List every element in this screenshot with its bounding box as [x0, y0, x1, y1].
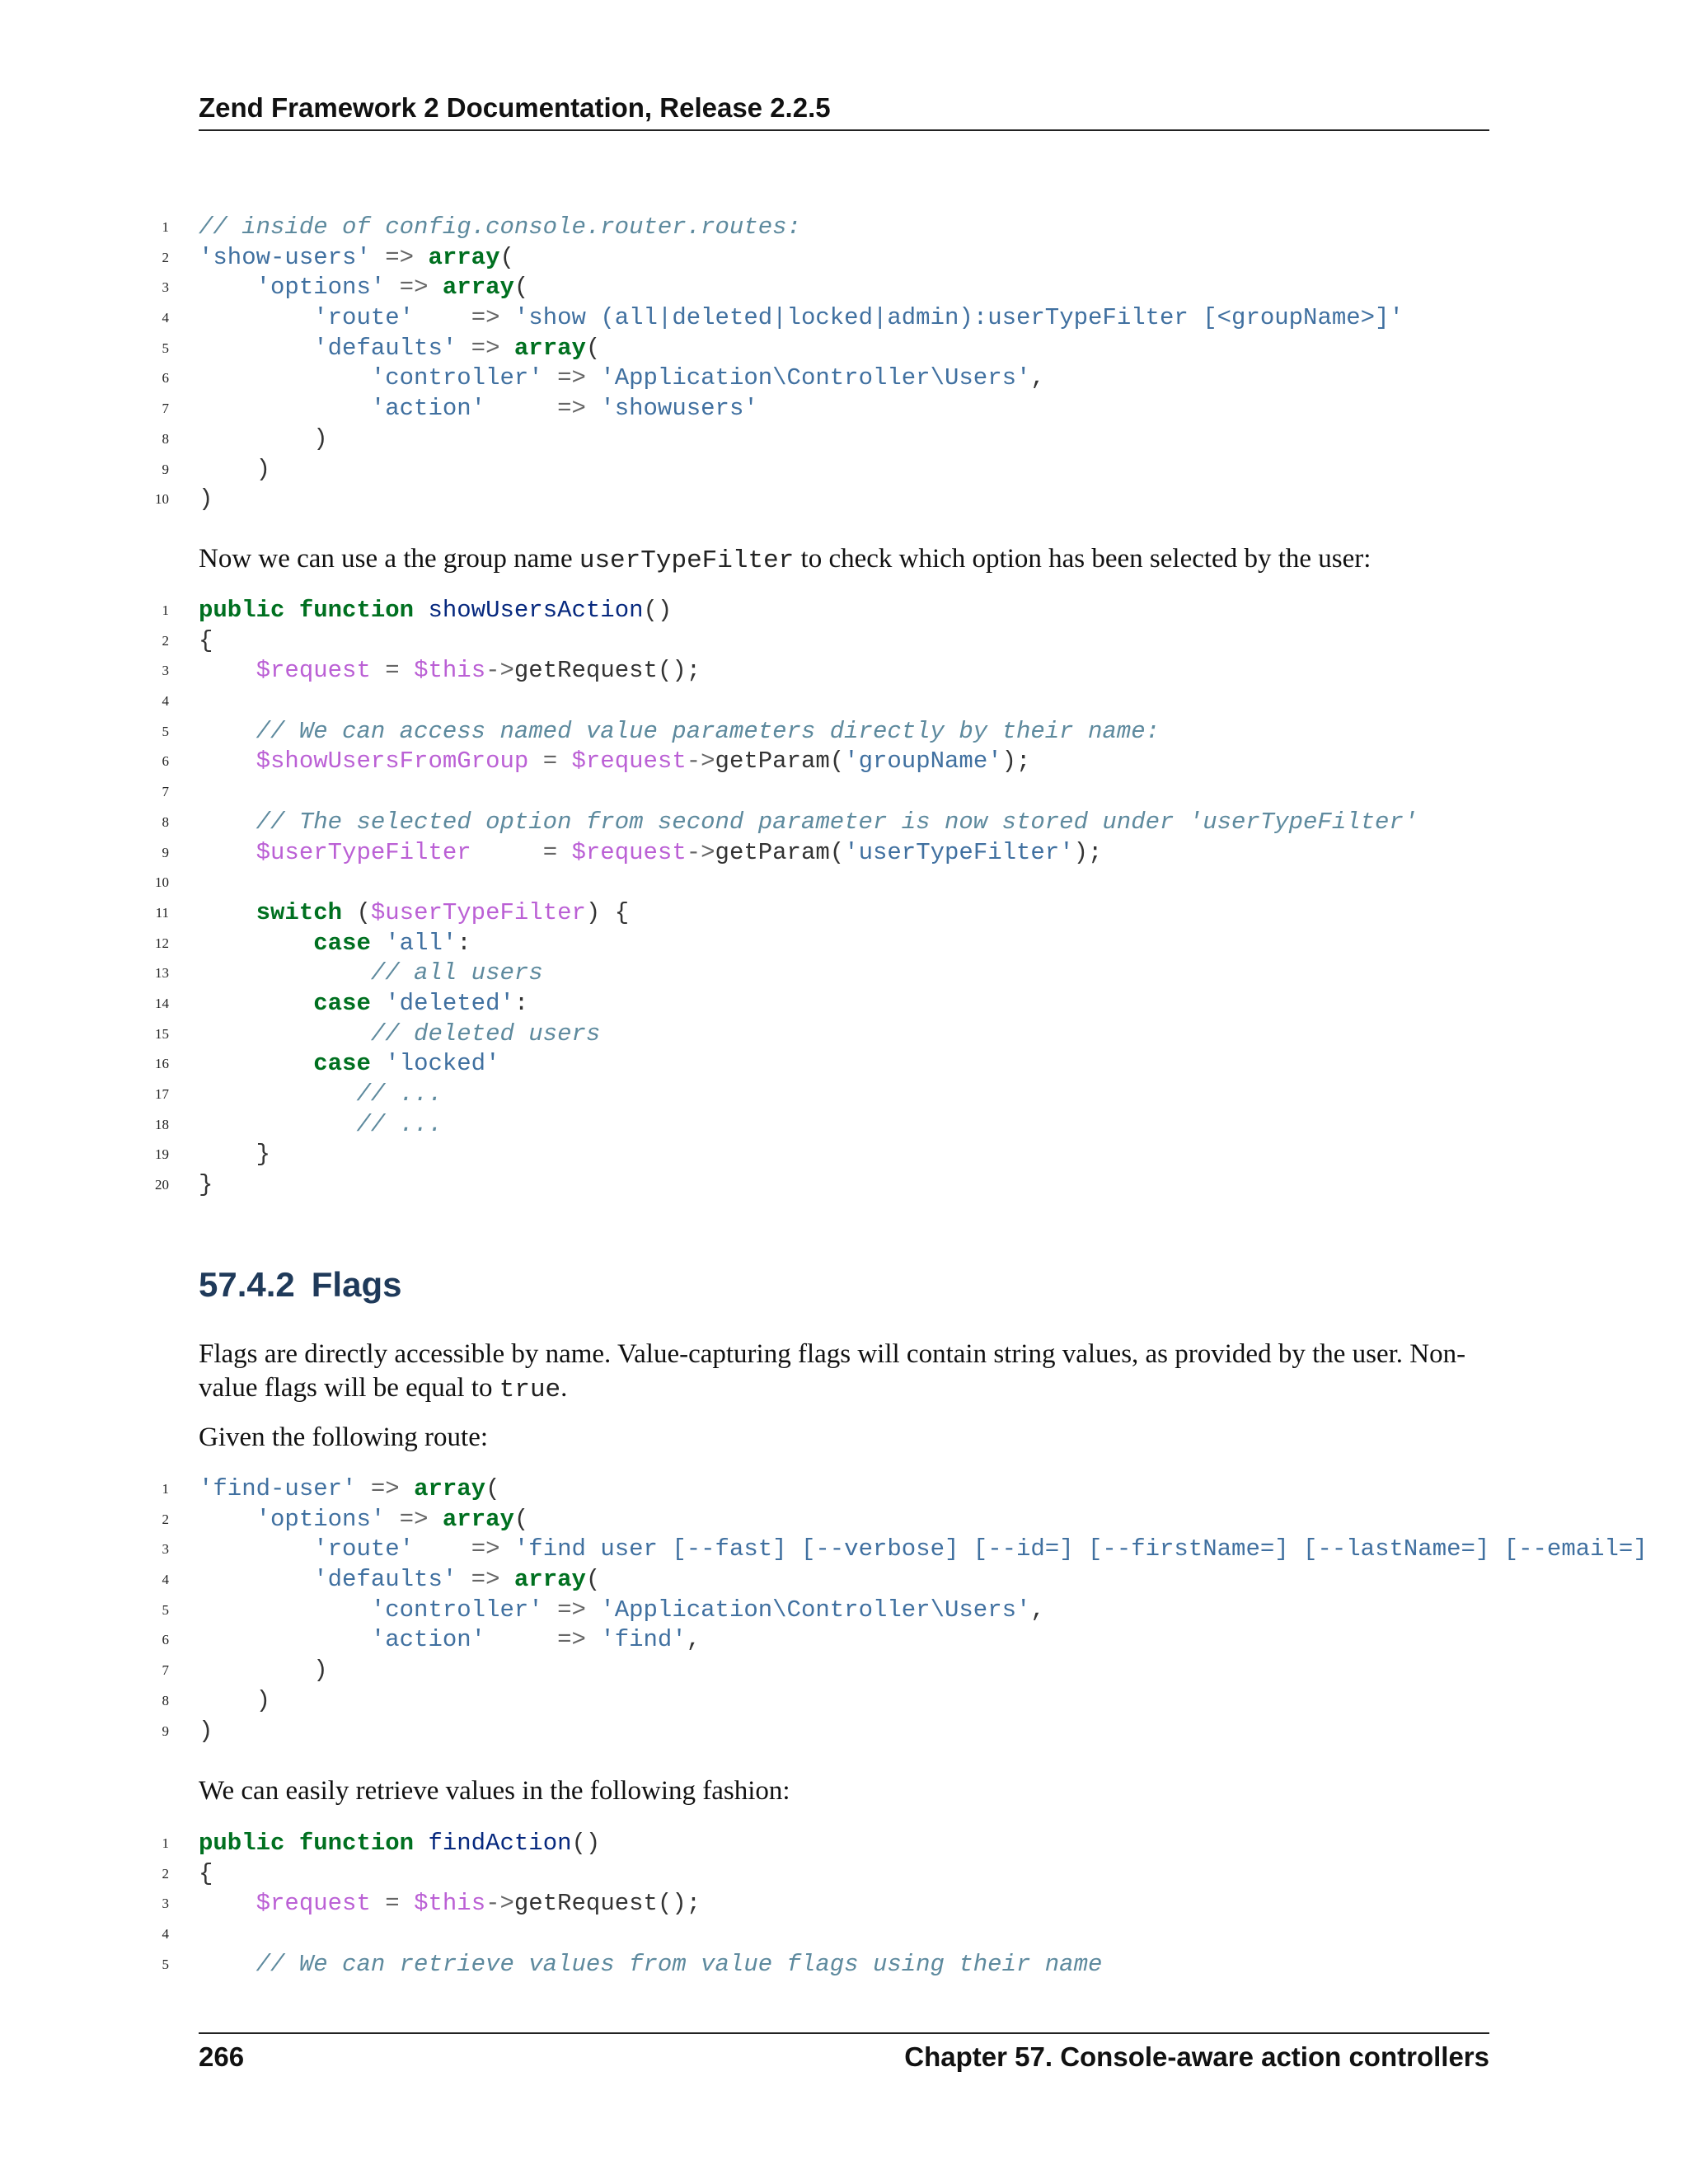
- code-text: getParam(: [715, 748, 845, 776]
- code-line: [162, 687, 1688, 717]
- code-operator: =>: [557, 364, 586, 392]
- code-text: [199, 990, 313, 1017]
- code-text: [199, 1566, 313, 1593]
- paragraph-given-route: Given the following route:: [199, 1422, 489, 1452]
- code-comment: // ...: [356, 1080, 443, 1108]
- code-variable: $this: [414, 1890, 486, 1918]
- code-text: );: [1001, 748, 1031, 776]
- code-operator: ->: [686, 748, 715, 776]
- code-line: [162, 363, 1688, 394]
- code-text: [471, 839, 543, 866]
- code-variable: $userTypeFilter: [256, 838, 471, 866]
- code-operator: =: [385, 1890, 400, 1918]
- line-number: 4: [162, 693, 169, 710]
- line-number: 18: [155, 1116, 169, 1132]
- paragraph-text: .: [560, 1373, 568, 1403]
- code-string: 'action': [370, 1626, 486, 1654]
- footer-chapter-title: Chapter 57. Console-aware action controllers: [904, 2041, 1489, 2072]
- code-line: [162, 243, 1688, 274]
- code-text: [528, 748, 542, 775]
- code-text: [400, 657, 414, 684]
- code-keyword: switch: [256, 898, 343, 926]
- code-text: [199, 959, 371, 987]
- code-text: }: [199, 1171, 213, 1199]
- code-keyword: array: [442, 274, 514, 302]
- code-line: [162, 455, 1688, 485]
- code-string: 'find user [--fast] [--verbose] [--id=] [--firstName=] [--lastName=] [--email=]: [513, 1535, 1648, 1563]
- code-line: [155, 989, 1688, 1019]
- code-text: [385, 1506, 399, 1533]
- line-number: 17: [155, 1086, 169, 1102]
- code-line: [162, 1950, 1688, 1980]
- line-number: 1: [162, 219, 169, 235]
- code-text: :: [513, 989, 529, 1017]
- code-text: [414, 597, 428, 624]
- code-function: findAction: [428, 1830, 572, 1857]
- code-line: [155, 1019, 1688, 1050]
- code-operator: =>: [471, 304, 500, 332]
- code-line: [162, 1859, 1688, 1890]
- code-text: [199, 899, 256, 926]
- code-text: (): [643, 597, 673, 624]
- paragraph-flags: [199, 1338, 1489, 1407]
- code-string: 'all': [385, 929, 457, 957]
- footer-rule: [199, 2032, 1489, 2034]
- line-number: 5: [162, 723, 169, 739]
- code-text: [199, 395, 371, 422]
- code-keyword: array: [513, 1566, 586, 1594]
- code-variable: $this: [414, 657, 486, 685]
- code-keyword: array: [442, 1505, 514, 1533]
- code-text: [457, 1566, 471, 1593]
- code-text: [199, 364, 371, 391]
- code-line: [162, 596, 1688, 626]
- code-text: [371, 990, 385, 1017]
- code-line: [162, 303, 1688, 334]
- code-string: 'find': [600, 1626, 687, 1654]
- code-comment: // inside of config.console.router.routes:: [199, 213, 801, 241]
- code-keyword: case: [313, 929, 371, 957]
- code-operator: =>: [557, 1626, 586, 1654]
- code-text: [500, 1535, 514, 1563]
- code-line: [162, 334, 1688, 364]
- line-number: 20: [155, 1177, 169, 1193]
- code-text: [385, 274, 399, 301]
- code-text: [199, 1890, 256, 1917]
- paragraph-group-name: [199, 542, 1489, 578]
- code-string: 'show-users': [199, 243, 371, 271]
- code-comment: // all users: [370, 959, 543, 987]
- code-text: [400, 1475, 414, 1502]
- code-text: [199, 304, 313, 331]
- line-number: 4: [162, 1926, 169, 1943]
- code-string: 'groupName': [844, 748, 1002, 776]
- code-string: 'Application\Controller\Users': [600, 364, 1031, 392]
- code-string: 'route': [313, 304, 415, 332]
- code-operator: =>: [399, 274, 429, 302]
- code-string: 'controller': [370, 364, 543, 392]
- code-operator: =: [542, 838, 558, 866]
- code-string: 'defaults': [313, 334, 457, 362]
- code-text: );: [1073, 838, 1103, 866]
- code-variable: $userTypeFilter: [370, 898, 586, 926]
- code-text: ) {: [585, 898, 630, 926]
- line-number: 1: [162, 602, 169, 618]
- code-line: [162, 273, 1688, 303]
- line-number: 8: [162, 813, 169, 830]
- code-text: [199, 335, 313, 362]
- inline-code: true: [499, 1376, 561, 1404]
- code-text: [499, 1566, 513, 1593]
- code-comment: // We can retrieve values from value flags using their name: [256, 1950, 1103, 1978]
- code-function: showUsersAction: [428, 597, 644, 624]
- code-string: 'locked': [385, 1050, 500, 1078]
- code-block-find-action: [162, 1829, 1688, 1980]
- code-text: :: [457, 929, 471, 957]
- code-text: [199, 808, 256, 836]
- code-text: [199, 1535, 313, 1563]
- code-keyword: public: [199, 597, 285, 624]
- code-variable: $request: [571, 748, 687, 776]
- code-text: (: [485, 1475, 500, 1502]
- code-text: (: [513, 1505, 529, 1533]
- code-text: [557, 839, 571, 866]
- code-text: [199, 1020, 371, 1047]
- code-text: [586, 364, 600, 391]
- code-text: [543, 1596, 557, 1624]
- code-operator: =>: [471, 1566, 500, 1594]
- line-number: 5: [162, 1601, 169, 1618]
- code-comment: // The selected option from second parameter is now stored under 'userTypeFilter': [256, 808, 1418, 836]
- code-keyword: case: [313, 989, 371, 1017]
- code-keyword: array: [513, 334, 586, 362]
- code-line: [162, 777, 1688, 808]
- code-text: [457, 335, 471, 362]
- code-text: [199, 718, 256, 745]
- code-operator: =>: [471, 334, 500, 362]
- code-text: [586, 1596, 600, 1624]
- code-text: ,: [1030, 364, 1045, 392]
- code-text: {: [199, 626, 213, 654]
- inline-code: userTypeFilter: [579, 546, 795, 575]
- code-text: {: [199, 1859, 213, 1887]
- paragraph-text: Flags are directly accessible by name. Value-capturing flags will contain string values, as provided by the user. Non-value flags will be equal to: [199, 1339, 1466, 1403]
- code-line: [155, 868, 1688, 898]
- line-number: 3: [162, 1896, 169, 1912]
- paragraph-text: Now we can use a the group name: [199, 544, 579, 574]
- code-string: 'options': [256, 274, 386, 302]
- code-string: 'showusers': [600, 395, 758, 423]
- line-number: 9: [162, 461, 169, 477]
- line-number: 4: [162, 310, 169, 326]
- code-keyword: array: [428, 243, 500, 271]
- code-line: [162, 1596, 1688, 1626]
- code-text: [586, 395, 600, 422]
- code-text: [499, 335, 513, 362]
- code-line: [162, 1889, 1688, 1919]
- code-text: ): [199, 1717, 213, 1745]
- code-text: [199, 1626, 371, 1653]
- line-number: 1: [162, 1835, 169, 1851]
- code-text: [199, 1111, 356, 1138]
- code-line: [155, 898, 1688, 929]
- code-text: [485, 1626, 557, 1653]
- code-keyword: function: [298, 597, 415, 624]
- code-text: [356, 1475, 370, 1502]
- code-line: [162, 1686, 1688, 1717]
- page-header-title: Zend Framework 2 Documentation, Release 2.2.5: [199, 92, 831, 123]
- code-text: (: [513, 274, 529, 302]
- code-operator: ->: [686, 838, 715, 866]
- code-operator: =>: [557, 395, 586, 423]
- code-variable: $request: [256, 657, 371, 685]
- code-string: 'action': [370, 395, 486, 423]
- code-text: [199, 839, 256, 866]
- line-number: 7: [162, 1662, 169, 1679]
- code-text: [414, 1830, 428, 1857]
- code-text: }: [199, 1141, 271, 1169]
- code-block-route-show-users: [155, 213, 1688, 515]
- code-line: [162, 747, 1688, 777]
- section-number: 57.4.2: [199, 1265, 295, 1304]
- paragraph-retrieve-values: We can easily retrieve values in the following fashion:: [199, 1776, 790, 1806]
- code-text: [414, 304, 471, 331]
- code-text: [199, 1080, 356, 1108]
- code-comment: // deleted users: [370, 1019, 601, 1047]
- line-number: 1: [162, 1481, 169, 1497]
- line-number: 3: [162, 663, 169, 679]
- code-text: (: [585, 334, 601, 362]
- code-operator: =: [385, 657, 400, 685]
- line-number: 9: [162, 1722, 169, 1739]
- line-number: 2: [162, 249, 169, 265]
- code-comment: // We can access named value parameters directly by their name:: [256, 717, 1160, 745]
- code-text: getRequest();: [513, 657, 701, 685]
- code-line: [162, 1717, 1688, 1747]
- code-text: getRequest();: [513, 1890, 701, 1918]
- code-operator: =>: [370, 1475, 400, 1502]
- code-string: 'Application\Controller\Users': [600, 1596, 1031, 1624]
- line-number: 8: [162, 1692, 169, 1708]
- code-text: (: [499, 243, 514, 271]
- code-text: ): [199, 485, 213, 513]
- code-operator: =>: [557, 1596, 586, 1624]
- code-text: [199, 1506, 256, 1533]
- code-text: [284, 1830, 298, 1857]
- code-line: [155, 1110, 1688, 1141]
- code-line: [162, 717, 1688, 748]
- code-text: ): [199, 1657, 328, 1685]
- code-string: 'find-user': [199, 1475, 357, 1502]
- line-number: 2: [162, 1511, 169, 1527]
- paragraph-text: to check which option has been selected by the user:: [794, 544, 1372, 574]
- code-block-show-users-action: [155, 596, 1688, 1201]
- code-line: [162, 656, 1688, 687]
- code-text: (): [571, 1830, 601, 1857]
- code-line: [155, 1049, 1688, 1080]
- line-number: 3: [162, 1541, 169, 1558]
- line-number: 7: [162, 401, 169, 417]
- code-variable: $showUsersFromGroup: [256, 748, 529, 776]
- line-number: 12: [155, 935, 169, 951]
- line-number: 6: [162, 753, 169, 770]
- code-operator: =: [542, 748, 558, 776]
- code-line: [162, 1474, 1688, 1505]
- section-title: Flags: [311, 1265, 402, 1304]
- code-text: ,: [1030, 1596, 1045, 1624]
- footer-page-number: 266: [199, 2041, 245, 2072]
- code-text: [371, 657, 385, 684]
- code-text: [371, 1890, 385, 1917]
- code-line: [162, 626, 1688, 657]
- code-text: [199, 1050, 313, 1077]
- section-heading: [199, 1265, 401, 1305]
- line-number: 3: [162, 279, 169, 296]
- code-variable: $request: [256, 1890, 371, 1918]
- code-text: [284, 597, 298, 624]
- code-keyword: function: [298, 1830, 415, 1857]
- line-number: 6: [162, 1632, 169, 1648]
- line-number: 9: [162, 844, 169, 860]
- code-string: 'defaults': [313, 1566, 457, 1594]
- line-number: 5: [162, 340, 169, 356]
- code-line: [162, 1656, 1688, 1686]
- code-line: [155, 958, 1688, 989]
- code-text: [371, 244, 385, 271]
- code-string: 'deleted': [385, 989, 514, 1017]
- code-line: [162, 808, 1688, 838]
- line-number: 2: [162, 632, 169, 649]
- code-line: [162, 213, 1688, 243]
- code-text: [400, 1890, 414, 1917]
- code-text: [371, 1050, 385, 1077]
- line-number: 13: [155, 965, 169, 982]
- code-line: [155, 1170, 1688, 1201]
- code-text: [485, 395, 557, 422]
- code-text: getParam(: [715, 838, 845, 866]
- code-line: [155, 1080, 1688, 1110]
- code-string: 'route': [313, 1535, 415, 1563]
- line-number: 7: [162, 784, 169, 800]
- header-rule: [199, 129, 1489, 131]
- code-line: [162, 1919, 1688, 1950]
- code-text: [500, 304, 514, 331]
- line-number: 10: [155, 874, 169, 891]
- code-text: (: [342, 898, 371, 926]
- code-operator: ->: [485, 657, 514, 685]
- code-text: [586, 1626, 600, 1653]
- code-keyword: public: [199, 1830, 285, 1857]
- code-text: [428, 274, 442, 301]
- code-text: [199, 1596, 371, 1624]
- code-line: [155, 929, 1688, 959]
- code-operator: ->: [485, 1890, 514, 1918]
- code-operator: =>: [385, 243, 415, 271]
- code-text: [543, 364, 557, 391]
- code-text: [199, 748, 256, 775]
- code-text: [199, 657, 256, 684]
- code-text: [199, 1951, 256, 1978]
- code-line: [162, 1535, 1688, 1565]
- line-number: 10: [155, 491, 169, 508]
- code-text: ): [199, 1686, 271, 1714]
- code-line: [162, 1565, 1688, 1596]
- code-line: [162, 424, 1688, 455]
- line-number: 14: [155, 995, 169, 1011]
- code-text: ): [199, 455, 271, 483]
- line-number: 8: [162, 430, 169, 447]
- code-line: [162, 394, 1688, 424]
- line-number: 4: [162, 1572, 169, 1588]
- code-variable: $request: [571, 838, 687, 866]
- code-line: [162, 1505, 1688, 1535]
- code-text: ): [199, 424, 328, 452]
- code-string: 'userTypeFilter': [844, 838, 1074, 866]
- line-number: 15: [155, 1025, 169, 1042]
- code-line: [155, 485, 1688, 515]
- line-number: 5: [162, 1956, 169, 1972]
- code-text: [414, 1535, 471, 1563]
- line-number: 11: [155, 904, 169, 921]
- code-operator: =>: [471, 1535, 500, 1563]
- code-line: [162, 838, 1688, 869]
- code-string: 'show (all|deleted|locked|admin):userTypeFilter [<groupName>]': [513, 304, 1404, 332]
- code-text: [414, 244, 428, 271]
- code-line: [162, 1625, 1688, 1656]
- code-comment: // ...: [356, 1110, 443, 1138]
- code-text: (: [585, 1566, 601, 1594]
- code-line: [162, 1829, 1688, 1859]
- line-number: 2: [162, 1865, 169, 1882]
- code-string: 'options': [256, 1505, 386, 1533]
- code-text: [428, 1506, 442, 1533]
- code-keyword: array: [414, 1475, 486, 1502]
- code-line: [155, 1140, 1688, 1170]
- code-text: ,: [686, 1626, 701, 1654]
- line-number: 6: [162, 370, 169, 387]
- code-string: 'controller': [370, 1596, 543, 1624]
- code-text: [557, 748, 571, 775]
- code-block-route-find-user: [162, 1474, 1688, 1746]
- code-operator: =>: [399, 1505, 429, 1533]
- code-text: [199, 930, 313, 957]
- code-text: [199, 274, 256, 301]
- code-text: [371, 930, 385, 957]
- line-number: 16: [155, 1056, 169, 1072]
- line-number: 19: [155, 1146, 169, 1163]
- code-keyword: case: [313, 1050, 371, 1078]
